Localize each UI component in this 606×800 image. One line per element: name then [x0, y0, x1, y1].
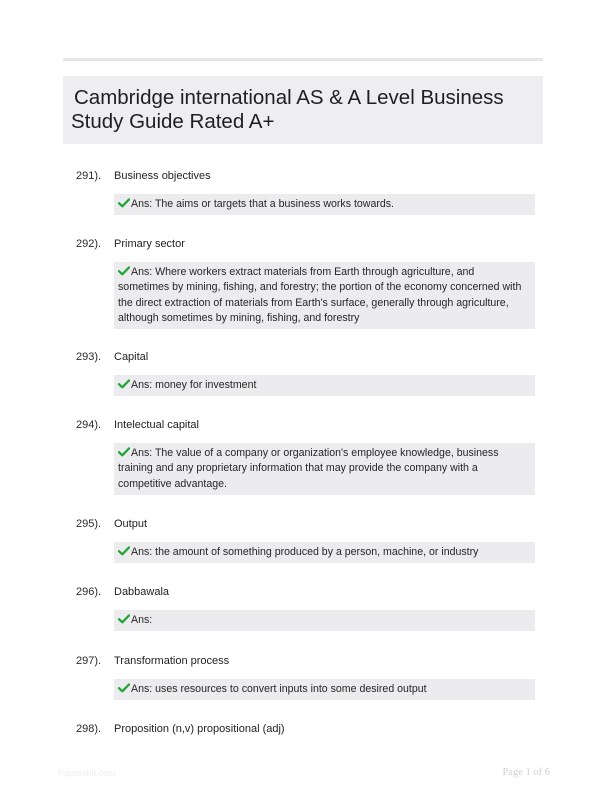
question-term: Dabbawala [114, 586, 170, 598]
question-number: 298). [76, 723, 102, 735]
question-term: Proposition (n,v) propositional (adj) [114, 723, 285, 735]
check-icon [118, 379, 130, 389]
document-title-banner [63, 76, 543, 144]
question-number: 295). [76, 518, 102, 530]
answer-box [114, 443, 535, 495]
document-title-line-2: Study Guide Rated A+ [71, 110, 275, 133]
question-number: 296). [76, 586, 102, 598]
check-icon [118, 614, 130, 624]
answer-text-line: the direct extraction of materials from Earth's surface, generally through agriculture, [118, 296, 509, 309]
question-term: Output [114, 518, 148, 530]
document-title-line-1: Cambridge international AS & A Level Business [74, 86, 504, 109]
answer-text: Ans: [131, 614, 153, 626]
answer-text-line: Ans: The value of a company or organization's employee knowledge, business [131, 447, 499, 459]
check-icon [118, 266, 130, 276]
question-term: Capital [114, 351, 149, 363]
answer-box [114, 542, 535, 563]
answer-text: Ans: The aims or targets that a business works towards. [131, 198, 394, 210]
page-number: Page 1 of 6 [502, 767, 550, 778]
question-term: Transformation process [114, 655, 230, 667]
footer-watermark: Papersbit.com [58, 768, 116, 778]
question-number: 294). [76, 419, 102, 431]
answer-box [114, 610, 535, 631]
answer-text-line: sometimes by mining, fishing, and forestry; the portion of the economy concerned with [118, 281, 522, 294]
question-term: Business objectives [114, 170, 211, 182]
answer-text-line: competitive advantage. [118, 477, 227, 490]
answer-text: Ans: money for investment [131, 379, 257, 391]
answer-box [114, 194, 535, 215]
question-number: 291). [76, 170, 102, 182]
answer-text-line: training and any proprietary information that may provide the company with a [118, 462, 478, 475]
top-divider [63, 58, 543, 61]
question-number: 297). [76, 655, 102, 667]
answer-text: Ans: the amount of something produced by a person, machine, or industry [131, 546, 479, 558]
answer-text-line: although sometimes by mining, fishing, and forestry [118, 311, 360, 324]
check-icon [118, 198, 130, 208]
answer-box [114, 679, 535, 700]
question-number: 293). [76, 351, 102, 363]
check-icon [118, 683, 130, 693]
answer-text: Ans: uses resources to convert inputs into some desired output [131, 683, 427, 695]
question-number: 292). [76, 238, 102, 250]
answer-box [114, 375, 535, 396]
answer-box [114, 262, 535, 329]
question-term: Primary sector [114, 238, 185, 250]
check-icon [118, 447, 130, 457]
answer-text-line: Ans: Where workers extract materials from Earth through agriculture, and [131, 266, 475, 278]
question-term: Intelectual capital [114, 419, 199, 431]
check-icon [118, 546, 130, 556]
